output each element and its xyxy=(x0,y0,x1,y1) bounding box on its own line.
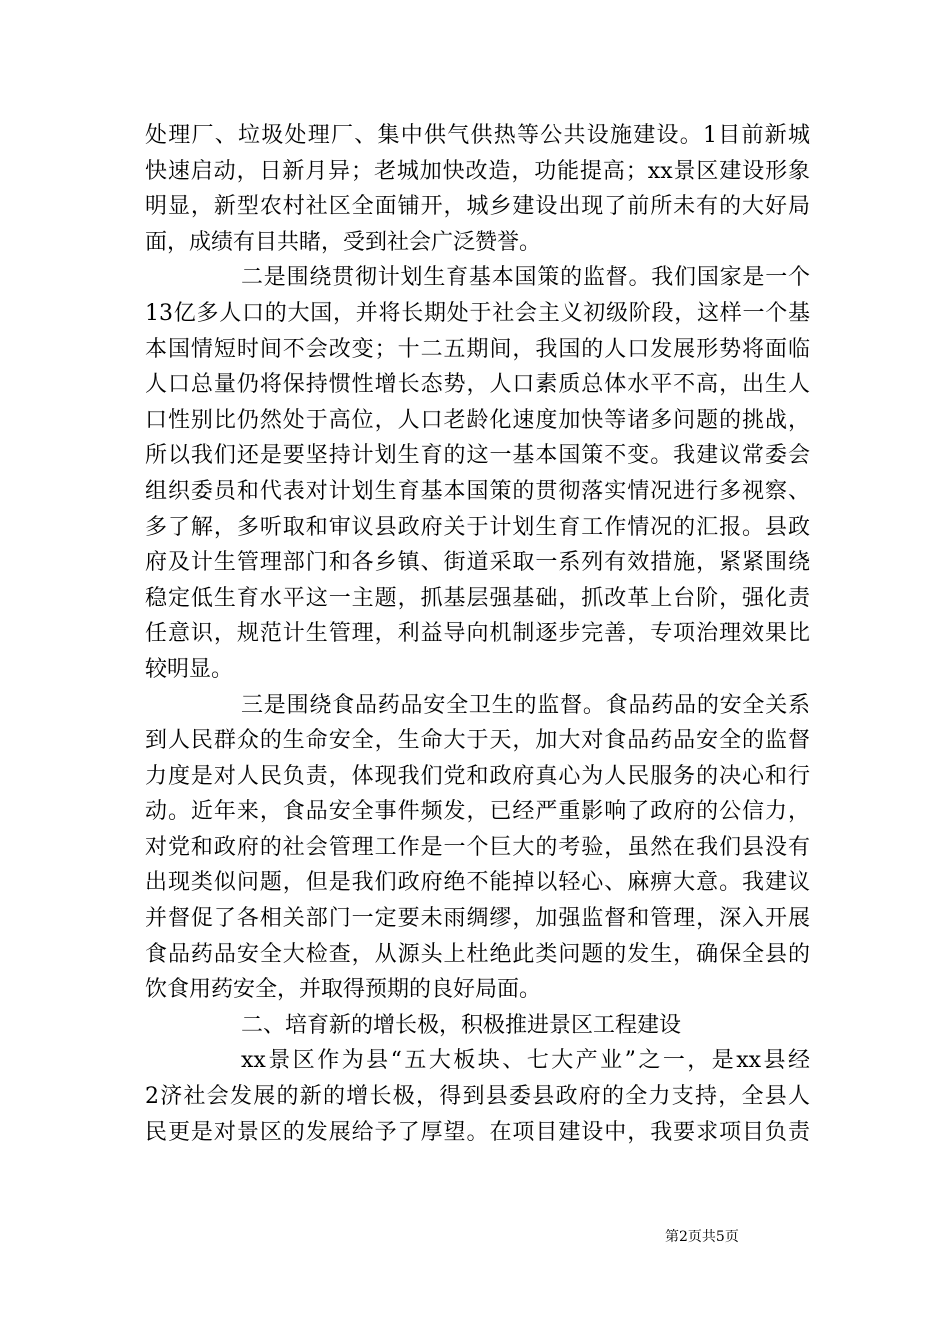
paragraph-first-line: 三是围绕食品药品安全卫生的监督。食品药品的安全关系 xyxy=(241,692,810,718)
text-line: 食品药品安全大检查，从源头上杜绝此类问题的发生，确保全县的 xyxy=(145,941,810,967)
text-line: 所以我们还是要坚持计划生育的这一基本国策不变。我建议常委会 xyxy=(145,443,810,469)
text-line: 面，成绩有目共睹，受到社会广泛赞誉。 xyxy=(145,229,542,255)
paragraph-first-line: xx景区作为县“五大板块、七大产业”之一，是xx县经 xyxy=(241,1048,810,1074)
text-line: 较明显。 xyxy=(145,656,234,682)
text-line: 饮食用药安全，并取得预期的良好局面。 xyxy=(145,977,542,1003)
text-line: 府及计生管理部门和各乡镇、街道采取一系列有效措施，紧紧围绕 xyxy=(145,550,810,576)
text-line: 人口总量仍将保持惯性增长态势，人口素质总体水平不高，出生人 xyxy=(145,372,810,398)
text-line: 2济社会发展的新的增长极，得到县委县政府的全力支持，全县人 xyxy=(145,1084,810,1110)
text-line: 对党和政府的社会管理工作是一个巨大的考验，虽然在我们县没有 xyxy=(145,834,810,860)
text-line: 出现类似问题，但是我们政府绝不能掉以轻心、麻痹大意。我建议 xyxy=(145,870,810,896)
text-line: 并督促了各相关部门一定要未雨绸缪，加强监督和管理，深入开展 xyxy=(145,906,810,932)
text-line: 动。近年来，食品安全事件频发，已经严重影响了政府的公信力， xyxy=(145,799,810,825)
text-line: 任意识，规范计生管理，利益导向机制逐步完善，专项治理效果比 xyxy=(145,621,810,647)
text-line: 本国情短时间不会改变；十二五期间，我国的人口发展形势将面临 xyxy=(145,336,810,362)
document-body xyxy=(145,118,810,1150)
text-line: 13亿多人口的大国，并将长期处于社会主义初级阶段，这样一个基 xyxy=(145,300,810,326)
paragraph-first-line: 二是围绕贯彻计划生育基本国策的监督。我们国家是一个 xyxy=(241,265,810,291)
text-line: 快速启动，日新月异；老城加快改造，功能提高；xx景区建设形象 xyxy=(145,158,810,184)
page-number: 第2页共5页 xyxy=(665,1229,739,1245)
section-heading: 二、培育新的增长极，积极推进景区工程建设 xyxy=(241,1012,682,1038)
text-line: 稳定低生育水平这一主题，抓基层强基础，抓改革上台阶，强化责 xyxy=(145,585,810,611)
text-line: 力度是对人民负责，体现我们党和政府真心为人民服务的决心和行 xyxy=(145,763,810,789)
text-line: 口性别比仍然处于高位，人口老龄化速度加快等诸多问题的挑战， xyxy=(145,407,810,433)
text-line: 民更是对景区的发展给予了厚望。在项目建设中，我要求项目负责 xyxy=(145,1119,810,1145)
text-line: 明显，新型农村社区全面铺开，城乡建设出现了前所未有的大好局 xyxy=(145,194,810,220)
text-line: 组织委员和代表对计划生育基本国策的贯彻落实情况进行多视察、 xyxy=(145,478,810,504)
text-line: 多了解，多听取和审议县政府关于计划生育工作情况的汇报。县政 xyxy=(145,514,810,540)
text-line: 处理厂、垃圾处理厂、集中供气供热等公共设施建设。1目前新城 xyxy=(145,123,810,148)
text-line: 到人民群众的生命安全，生命大于天，加大对食品药品安全的监督 xyxy=(145,728,810,754)
